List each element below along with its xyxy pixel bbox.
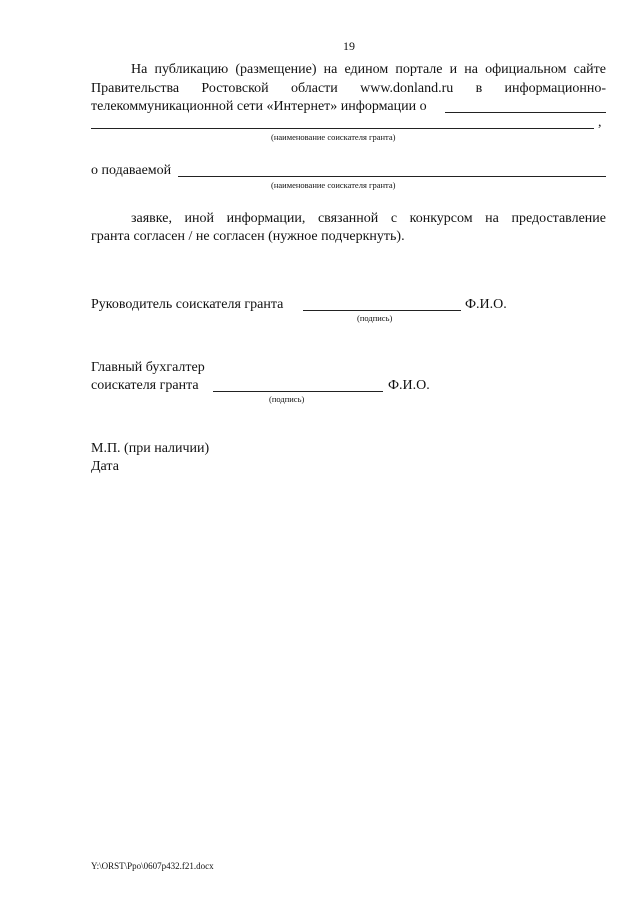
head-fio: Ф.И.О. — [465, 297, 507, 312]
head-signature-blank[interactable] — [303, 310, 461, 311]
application-line-1: заявке, иной информации, связанной с конкурсом на предоставление — [131, 211, 606, 226]
grantee-name-blank-2[interactable] — [91, 128, 594, 129]
stamp-label: М.П. (при наличии) — [91, 441, 210, 456]
submitted-name-blank[interactable] — [178, 176, 606, 177]
accountant-label-1: Главный бухгалтер — [91, 360, 205, 375]
consent-line-2: Правительства Ростовской области www.donland.ru в информационно- — [91, 81, 606, 96]
date-label: Дата — [91, 459, 119, 474]
page-number: 19 — [343, 39, 355, 53]
consent-line-3: телекоммуникационной сети «Интернет» информации о — [91, 99, 427, 114]
grantee-name-caption-1: (наименование соискателя гранта) — [271, 132, 396, 142]
accountant-signature-caption: (подпись) — [269, 394, 305, 404]
grantee-name-caption-2: (наименование соискателя гранта) — [271, 180, 396, 190]
application-line-2: гранта согласен / не согласен (нужное подчеркнуть). — [91, 229, 405, 244]
head-signature-caption: (подпись) — [357, 313, 393, 323]
comma: , — [598, 115, 602, 130]
consent-line-1: На публикацию (размещение) на едином портале и на официальном сайте — [131, 62, 606, 77]
grantee-name-blank-1[interactable] — [445, 112, 606, 113]
footer-file-path: Y:\ORST\Ppo\0607p432.f21.docx — [91, 861, 214, 871]
accountant-label-2: соискателя гранта — [91, 378, 199, 393]
accountant-fio: Ф.И.О. — [388, 378, 430, 393]
head-label: Руководитель соискателя гранта — [91, 297, 284, 312]
submitted-label: о подаваемой — [91, 163, 172, 178]
accountant-signature-blank[interactable] — [213, 391, 383, 392]
